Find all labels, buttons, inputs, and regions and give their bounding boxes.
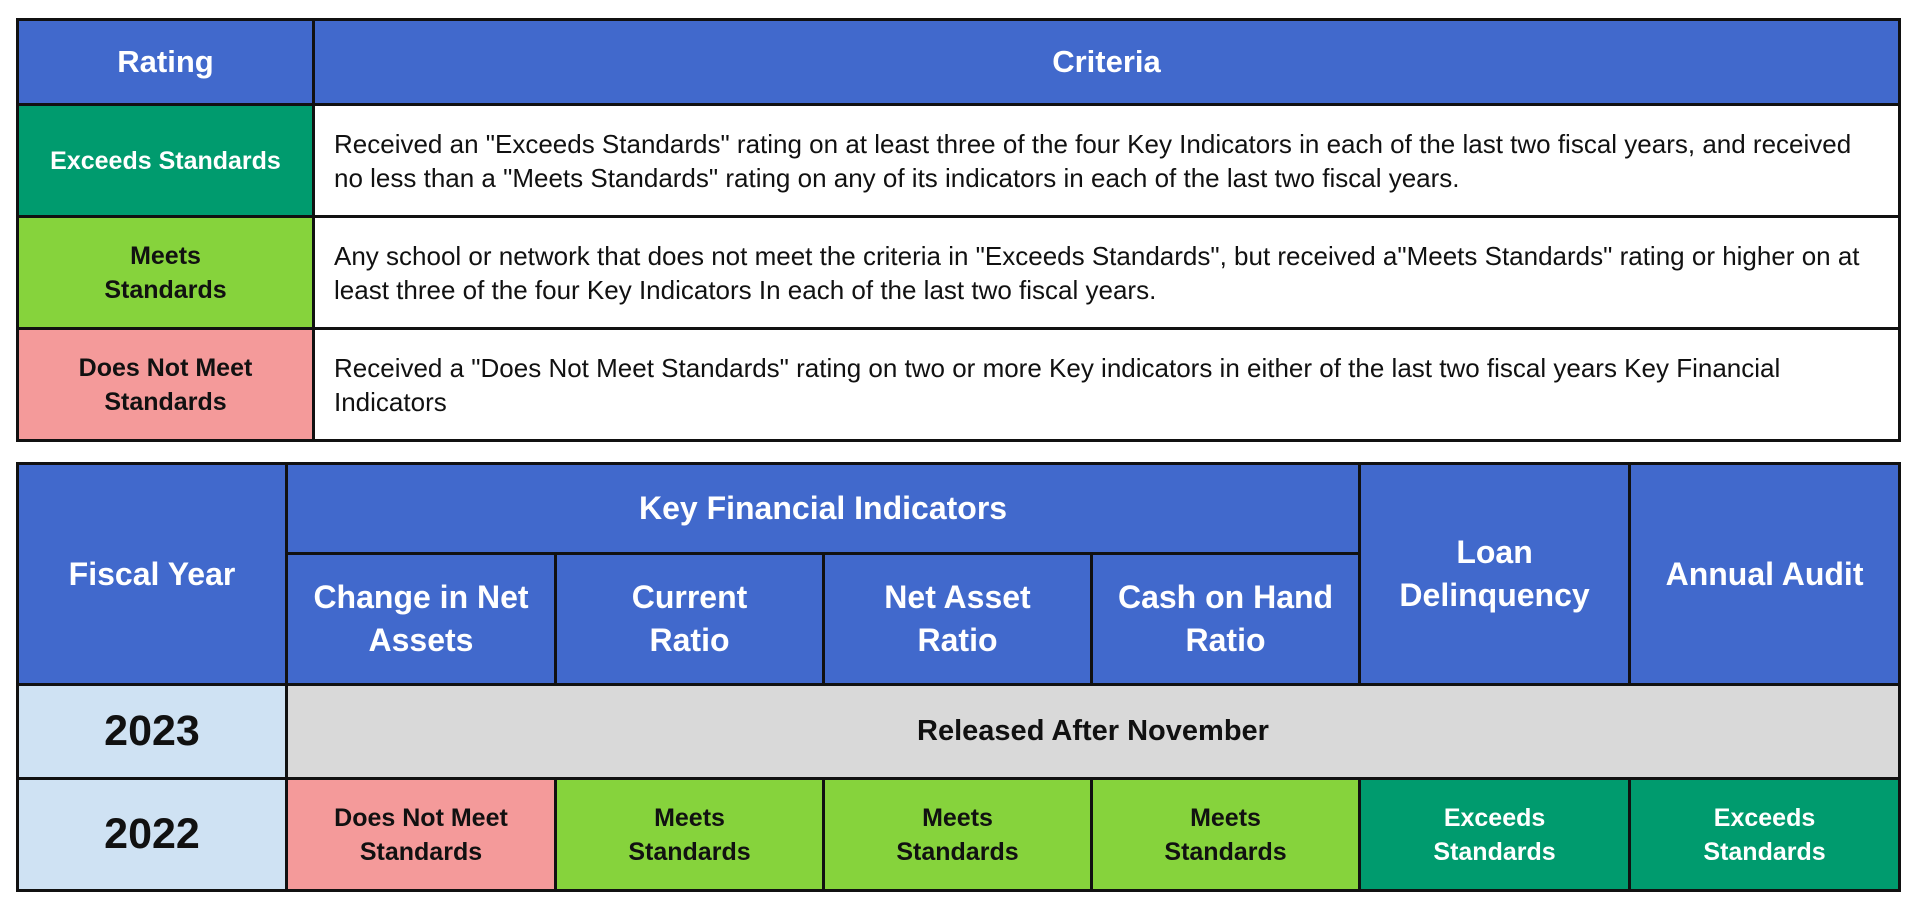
key-financial-indicators-table xyxy=(16,462,1901,892)
criteria-header: Criteria xyxy=(314,20,1900,105)
criteria-header-row xyxy=(18,20,1900,105)
cash-on-hand-ratio-header: Cash on Hand Ratio xyxy=(1092,554,1360,685)
annual-audit-header: Annual Audit xyxy=(1630,464,1900,685)
fiscal-year-row-2022 xyxy=(18,779,1900,891)
rating-header: Rating xyxy=(18,20,314,105)
change-in-net-assets-header: Change in Net Assets xyxy=(287,554,556,685)
indicators-header-row-1 xyxy=(18,464,1900,554)
criteria-row-meets xyxy=(18,217,1900,329)
rating-does-not-meet-standards: Does Not Meet Standards xyxy=(18,329,314,441)
key-financial-indicators-header: Key Financial Indicators xyxy=(287,464,1360,554)
criteria-exceeds-standards: Received an "Exceeds Standards" rating on at least three of the four Key Indicators in each of the last two fiscal years, and received no less than a "Meets Standards" rating on any of its indicators in each of the last two fiscal years. xyxy=(314,105,1900,217)
fiscal-year-header: Fiscal Year xyxy=(18,464,287,685)
fiscal-year-row-2023 xyxy=(18,685,1900,779)
annual-audit-2022: Exceeds Standards xyxy=(1630,779,1900,891)
loan-delinquency-header: Loan Delinquency xyxy=(1360,464,1630,685)
rating-exceeds-standards: Exceeds Standards xyxy=(18,105,314,217)
criteria-row-exceeds xyxy=(18,105,1900,217)
criteria-does-not-meet-standards: Received a "Does Not Meet Standards" rating on two or more Key indicators in either of the last two fiscal years Key Financial Indicators xyxy=(314,329,1900,441)
change-in-net-assets-2022: Does Not Meet Standards xyxy=(287,779,556,891)
fiscal-year-2023: 2023 xyxy=(18,685,287,779)
loan-delinquency-2022: Exceeds Standards xyxy=(1360,779,1630,891)
rating-criteria-table xyxy=(16,18,1901,442)
rating-meets-standards: Meets Standards xyxy=(18,217,314,329)
net-asset-ratio-header: Net Asset Ratio xyxy=(824,554,1092,685)
current-ratio-header: Current Ratio xyxy=(556,554,824,685)
fiscal-year-2022: 2022 xyxy=(18,779,287,891)
released-after-november-note: Released After November xyxy=(287,685,1900,779)
net-asset-ratio-2022: Meets Standards xyxy=(824,779,1092,891)
criteria-meets-standards: Any school or network that does not meet the criteria in "Exceeds Standards", but received a"Meets Standards" rating or higher on at least three of the four Key Indicators In each of the last two fiscal years. xyxy=(314,217,1900,329)
cash-on-hand-ratio-2022: Meets Standards xyxy=(1092,779,1360,891)
criteria-row-does-not-meet xyxy=(18,329,1900,441)
current-ratio-2022: Meets Standards xyxy=(556,779,824,891)
